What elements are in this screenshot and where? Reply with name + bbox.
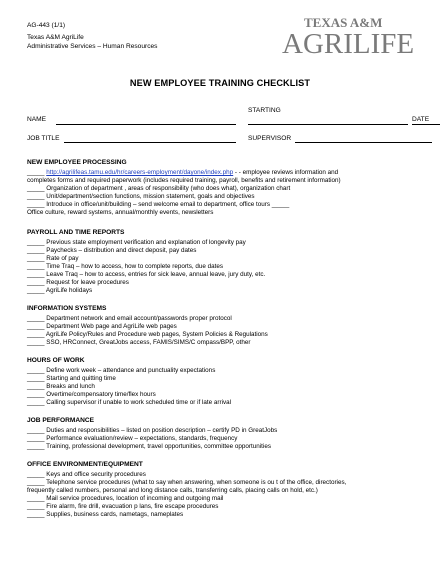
checkbox-blank: _____ [27, 339, 45, 346]
checkbox-blank: _____ [27, 185, 45, 192]
checkbox-blank: _____ [27, 239, 45, 246]
supervisor-label: SUPERVISOR [248, 135, 292, 142]
checklist-item[interactable]: _____ Department network and email account/passwords proper protocol [27, 315, 232, 322]
checklist-item[interactable]: _____ Training, professional development, travel opportunities, committee opportunities [27, 443, 271, 450]
checkbox-blank: _____ [27, 511, 45, 518]
checkbox-blank: _____ [27, 383, 45, 390]
checklist-item[interactable]: _____ Fire alarm, fire drill, evacuation p lans, fire escape procedures [27, 503, 219, 510]
checklist-item[interactable]: _____ Previous state employment verification and explanation of longevity pay [27, 239, 246, 246]
checklist-item[interactable]: _____ Time Traq – how to access, how to complete reports, due dates [27, 263, 224, 270]
checkbox-blank: _____ [27, 263, 45, 270]
dayone-link[interactable]: http://agrilifeas.tamu.edu/hr/careers-employment/dayone/index.php [46, 169, 234, 176]
checklist-item[interactable]: _____ AgriLife Policy/Rules and Procedure web pages, System Policies & Regulations [27, 331, 268, 338]
section-heading: OFFICE ENVIRONMENT/EQUIPMENT [27, 461, 143, 468]
checklist-item[interactable]: _____ http://agrilifeas.tamu.edu/hr/careers-employment/dayone/index.php - - employee reviews information and [27, 169, 339, 176]
checklist-item[interactable]: _____ Paychecks – distribution and direct deposit, pay dates [27, 247, 197, 254]
supervisor-field[interactable] [295, 142, 432, 143]
starting-field[interactable] [248, 124, 408, 125]
checkbox-blank: _____ [27, 193, 45, 200]
checklist-item[interactable]: _____ AgriLife holidays [27, 287, 93, 294]
checklist-item-cont: Office culture, reward systems, annual/monthly events, newsletters [27, 209, 214, 216]
checklist-item[interactable]: _____ Department Web page and AgriLife web pages [27, 323, 177, 330]
checkbox-blank: _____ [27, 435, 45, 442]
section-heading: HOURS OF WORK [27, 357, 85, 364]
checkbox-blank: _____ [27, 443, 45, 450]
section-heading: INFORMATION SYSTEMS [27, 305, 107, 312]
checklist-item[interactable]: _____ Duties and responsibilities – listed on position description – certify PD in GreatJobs [27, 427, 278, 434]
checkbox-blank: _____ [27, 367, 45, 374]
checklist-item[interactable]: _____ Breaks and lunch [27, 383, 95, 390]
checkbox-blank: _____ [27, 279, 45, 286]
checklist-item[interactable]: _____ Mail service procedures, location of incoming and outgoing mail [27, 495, 224, 502]
checklist-item[interactable]: _____ Overtime/compensatory time/flex hours [27, 391, 156, 398]
job-title-label: JOB TITLE [27, 135, 60, 142]
agrilife-logo [282, 14, 432, 56]
checkbox-blank: _____ [27, 471, 45, 478]
checkbox-blank: _____ [27, 399, 45, 406]
checkbox-blank: _____ [27, 271, 45, 278]
checkbox-blank: _____ [27, 375, 45, 382]
checkbox-blank: _____ [27, 255, 45, 262]
checklist-item[interactable]: _____ Telephone service procedures (what to say when answering, when someone is ou t of the office, directories, [27, 479, 347, 486]
checklist-item[interactable]: _____ Leave Traq – how to access, entries for sick leave, annual leave, jury duty, etc. [27, 271, 266, 278]
header-info [27, 22, 157, 51]
checkbox-blank: _____ [27, 427, 45, 434]
form-id: AG-443 (1/1) [27, 22, 66, 29]
section-heading: PAYROLL AND TIME REPORTS [27, 229, 125, 236]
checklist-item[interactable]: _____ Keys and office security procedures [27, 471, 146, 478]
checkbox-blank: _____ [27, 391, 45, 398]
page-title: NEW EMPLOYEE TRAINING CHECKLIST [129, 78, 311, 88]
checkbox-blank: _____ [27, 503, 45, 510]
name-field[interactable] [56, 124, 236, 125]
checklist-item[interactable]: _____ Performance evaluation/review – expectations, standards, frequency [27, 435, 238, 442]
dept-name: Administrative Services – Human Resources [27, 42, 158, 50]
checklist-item[interactable]: _____ Request for leave procedures [27, 279, 129, 286]
checkbox-blank: _____ [27, 315, 45, 322]
checklist-item[interactable]: _____ Calling supervisor if unable to work scheduled time or if late arrival [27, 399, 232, 406]
checklist-item-cont: completes forms and required paperwork (includes required training, payroll, benefits and retirement information) [27, 177, 341, 184]
checklist-item[interactable]: _____ Define work week – attendance and punctuality expectations [27, 367, 216, 374]
date-field[interactable] [412, 124, 440, 125]
checkbox-blank[interactable]: _____ [27, 169, 45, 176]
checklist-item[interactable]: _____ SSO, HRConnect, GreatJobs access, FAMIS/SIMS/C ompass/BPP, other [27, 339, 251, 346]
checkbox-blank: _____ [27, 247, 45, 254]
org-name: Texas A&M AgriLife [27, 34, 84, 42]
checkbox-blank: _____ [27, 287, 45, 294]
date-label: DATE [412, 116, 430, 123]
checklist-item[interactable]: _____ Starting and quitting time [27, 375, 116, 382]
checkbox-blank: _____ [27, 495, 45, 502]
checklist-item[interactable]: _____ Unit/department/section functions, mission statement, goals and objectives [27, 193, 255, 200]
checkbox-blank: _____ [27, 201, 45, 208]
starting-label: STARTING [248, 107, 281, 114]
checkbox-blank: _____ [27, 479, 45, 486]
checklist-item[interactable]: _____ Introduce in office/unit/building – send welcome email to department, office tours _____ [27, 201, 290, 208]
checklist-item[interactable]: _____ Supplies, business cards, nametags, nameplates [27, 511, 184, 518]
checklist-item-cont: frequently called numbers, personal and long distance calls, transferring calls, placing calls on hold, etc.) [27, 487, 318, 494]
checklist-item[interactable]: _____ Rate of pay [27, 255, 79, 262]
checklist-item[interactable]: _____ Organization of department , areas of responsibility (who does what), organization chart [27, 185, 291, 192]
name-label: NAME [27, 116, 47, 123]
checkbox-blank: _____ [27, 323, 45, 330]
section-heading: JOB PERFORMANCE [27, 417, 95, 424]
section-heading: NEW EMPLOYEE PROCESSING [27, 159, 127, 166]
checkbox-blank: _____ [27, 331, 45, 338]
logo-top-text: TEXAS A&M [304, 15, 383, 30]
logo-bottom-text: AGRILIFE [282, 28, 415, 56]
job-title-field[interactable] [64, 142, 236, 143]
